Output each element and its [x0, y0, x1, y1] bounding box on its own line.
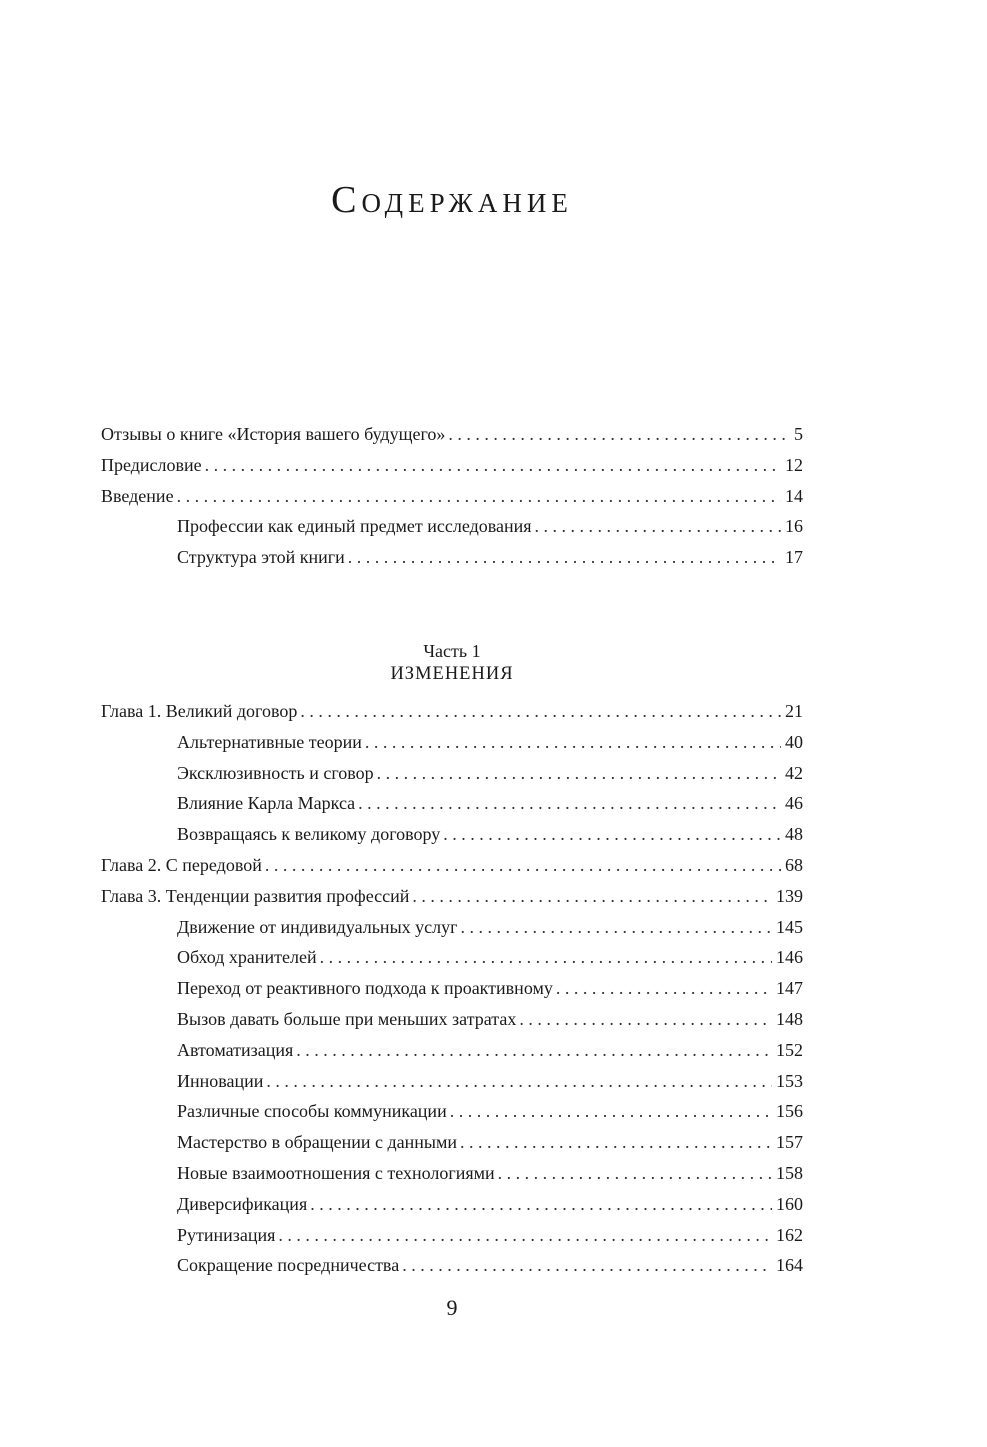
toc-page-number: 158 — [776, 1162, 803, 1183]
toc-subentry — [101, 942, 803, 973]
toc-entry-title: Различные способы коммуникации — [177, 1101, 447, 1122]
dot-leader — [320, 942, 772, 973]
toc-subentry — [101, 1127, 803, 1158]
toc-subentry — [101, 1096, 803, 1127]
toc-subentry — [101, 1189, 803, 1220]
toc-subentry — [101, 727, 803, 758]
toc-entry — [101, 450, 803, 481]
toc-subentry — [101, 1035, 803, 1066]
dot-leader — [402, 1250, 772, 1281]
dot-leader — [448, 419, 790, 450]
toc-page-number: 68 — [785, 854, 803, 875]
toc-page-number: 40 — [785, 731, 803, 752]
toc-page-number: 147 — [776, 978, 803, 999]
toc-entry-title: Профессии как единый предмет исследования — [177, 516, 532, 537]
dot-leader — [519, 1004, 772, 1035]
toc-page-number: 153 — [776, 1070, 803, 1091]
toc-subentry — [101, 1066, 803, 1097]
toc-page-number: 145 — [776, 916, 803, 937]
toc-entry-title: Отзывы о книге «История вашего будущего» — [101, 424, 446, 444]
toc-entry-title: Движение от индивидуальных услуг — [177, 916, 458, 937]
dot-leader — [177, 481, 781, 512]
toc-subentry — [101, 1004, 803, 1035]
toc-page-number: 146 — [776, 947, 803, 968]
toc-entry-title: Мастерство в обращении с данными — [177, 1132, 457, 1153]
dot-leader — [461, 912, 772, 943]
dot-leader — [377, 758, 781, 789]
toc-entry — [101, 850, 803, 881]
dot-leader — [265, 850, 781, 881]
toc-entry-title: Инновации — [177, 1070, 264, 1091]
dot-leader — [266, 1066, 772, 1097]
toc-entry-title: Новые взаимоотношения с технологиями — [177, 1162, 495, 1183]
dot-leader — [460, 1127, 772, 1158]
dot-leader — [412, 881, 772, 912]
dot-leader — [278, 1220, 772, 1251]
toc-entry-title: Структура этой книги — [177, 547, 345, 568]
toc-entry-title: Автоматизация — [177, 1039, 294, 1060]
toc-page-number: 162 — [776, 1224, 803, 1245]
page-number: 9 — [446, 1295, 458, 1320]
toc-page-number: 152 — [776, 1039, 803, 1060]
toc-page-number: 139 — [776, 885, 803, 906]
toc-front-matter — [101, 419, 803, 573]
toc-entry-title: Вызов давать больше при меньших затратах — [177, 1008, 517, 1029]
toc-subentry — [101, 788, 803, 819]
toc-entry-title: Переход от реактивного подхода к проактивному — [177, 978, 553, 999]
toc-page-number: 12 — [785, 454, 803, 475]
toc-entry-title: Рутинизация — [177, 1224, 276, 1245]
toc-page-number: 148 — [776, 1008, 803, 1029]
toc-entry-title: Возвращаясь к великому договору — [177, 824, 441, 845]
toc-entry — [101, 419, 803, 450]
toc-page-number: 42 — [785, 762, 803, 783]
dot-leader — [300, 696, 781, 727]
toc-entry-title: Глава 2. С передовой — [101, 854, 262, 875]
dot-leader — [310, 1189, 772, 1220]
toc-page-number: 17 — [785, 547, 803, 568]
part-number: Часть 1 — [423, 641, 481, 661]
toc-page-number: 5 — [794, 424, 803, 444]
toc-subentry — [101, 758, 803, 789]
toc-subentry — [101, 973, 803, 1004]
toc-page-number: 46 — [785, 793, 803, 814]
dot-leader — [365, 727, 781, 758]
toc-entry-title: Альтернативные теории — [177, 731, 362, 752]
toc-page-number: 160 — [776, 1193, 803, 1214]
toc-subentry — [101, 1158, 803, 1189]
toc-subentry — [101, 819, 803, 850]
toc-subentry — [101, 1220, 803, 1251]
toc-subentry — [101, 511, 803, 542]
toc-page-number: 156 — [776, 1101, 803, 1122]
toc-entry-title: Сокращение посредничества — [177, 1255, 400, 1276]
toc-page-number: 164 — [776, 1255, 803, 1276]
toc-entry — [101, 481, 803, 512]
toc-entry-title: Обход хранителей — [177, 947, 317, 968]
toc-entry-title: Диверсификация — [177, 1193, 308, 1214]
dot-leader — [205, 450, 781, 481]
toc-subentry — [101, 542, 803, 573]
toc-page-number: 14 — [785, 485, 803, 506]
toc-entry — [101, 696, 803, 727]
toc-entry-title: Эксклюзивность и сговор — [177, 762, 374, 783]
toc-entry-title: Введение — [101, 485, 174, 506]
dot-leader — [296, 1035, 772, 1066]
toc-entry-title: Глава 3. Тенденции развития профессий — [101, 885, 410, 906]
dot-leader — [535, 511, 781, 542]
dot-leader — [443, 819, 781, 850]
toc-entry-title: Глава 1. Великий договор — [101, 701, 298, 721]
dot-leader — [450, 1096, 772, 1127]
toc-entry-title: Предисловие — [101, 454, 202, 475]
page-title: Содержание — [331, 179, 573, 221]
dot-leader — [556, 973, 772, 1004]
toc-part-1 — [101, 696, 803, 1281]
dot-leader — [498, 1158, 772, 1189]
dot-leader — [358, 788, 781, 819]
toc-subentry — [101, 912, 803, 943]
part-title: ИЗМЕНЕНИЯ — [390, 664, 514, 684]
toc-page-number: 157 — [776, 1132, 803, 1153]
toc-page-number: 48 — [785, 824, 803, 845]
toc-entry — [101, 881, 803, 912]
toc-page-number: 21 — [785, 701, 803, 721]
toc-page-number: 16 — [785, 516, 803, 537]
toc-subentry — [101, 1250, 803, 1281]
dot-leader — [348, 542, 781, 573]
toc-entry-title: Влияние Карла Маркса — [177, 793, 356, 814]
